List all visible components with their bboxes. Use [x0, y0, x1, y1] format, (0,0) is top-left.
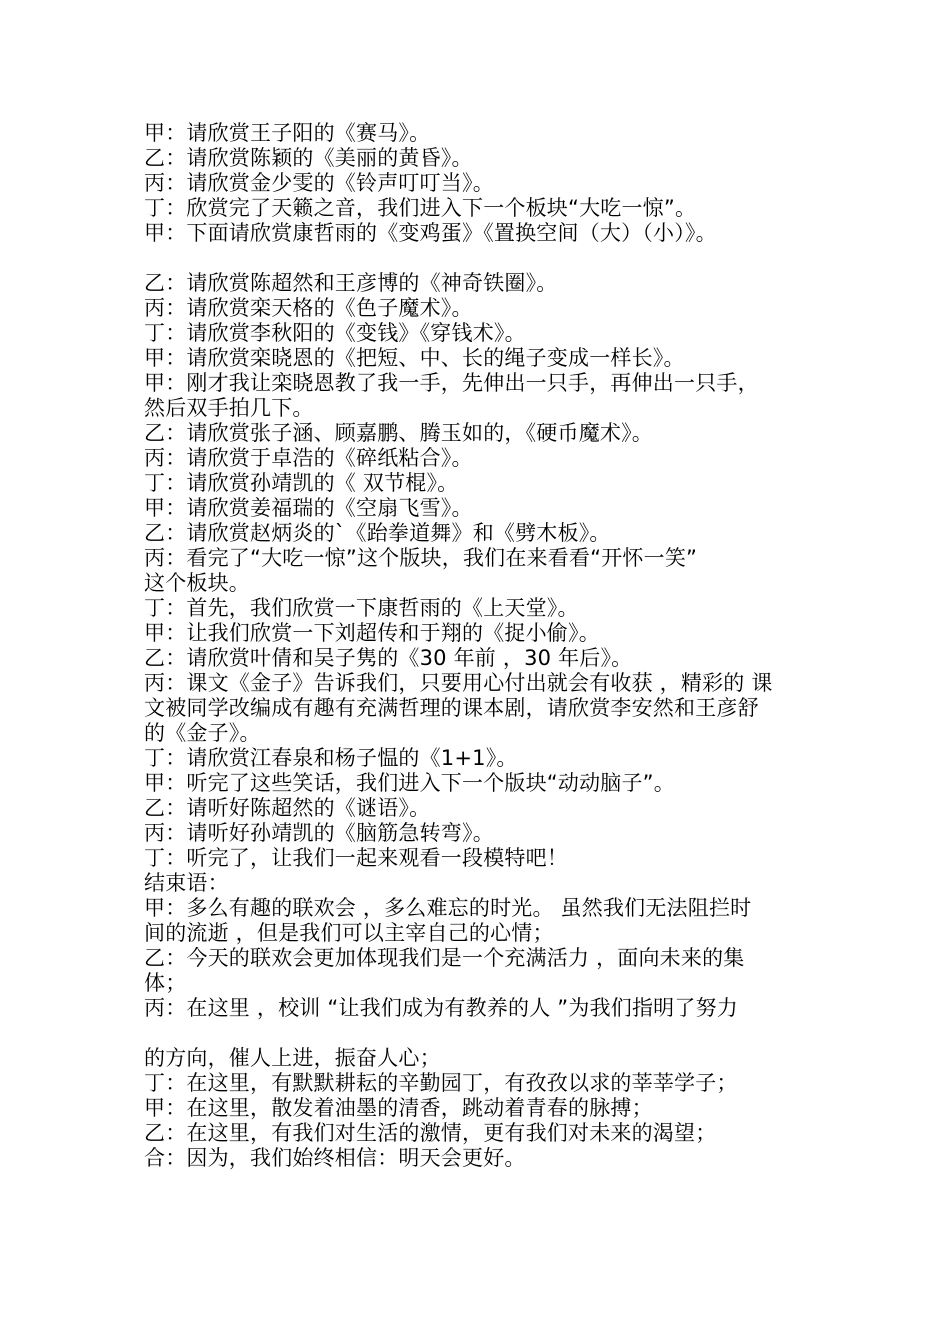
script-line: 丙：在这里 ，校训 “让我们成为有教养的人 ”为我们指明了努力 [144, 996, 738, 1020]
closing-heading: 结束语： [144, 871, 229, 895]
script-line: 合：因为，我们始终相信：明天会更好。 [144, 1146, 526, 1170]
script-line: 丙：请听好孙靖凯的《脑筋急转弯》。 [144, 821, 494, 845]
script-line: 甲：刚才我让栾晓恩教了我一手，先伸出一只手，再伸出一只手， [144, 371, 759, 395]
script-line: 乙：今天的联欢会更加体现我们是一个充满活力 ，面向未来的集 [144, 946, 745, 970]
script-line: 甲：在这里，散发着油墨的清香，跳动着青春的脉搏； [144, 1096, 653, 1120]
script-line: 丙：看完了“大吃一惊”这个版块，我们在来看看“开怀一笑” [144, 546, 698, 570]
script-line: 丁：听完了，让我们一起来观看一段模特吧！ [144, 846, 568, 870]
script-line: 文被同学改编成有趣有充满哲理的课本剧，请欣赏李安然和王彦舒 [144, 696, 759, 720]
script-line: 丁：请欣赏江春泉和杨子愠的《1+1》。 [144, 746, 518, 770]
program-script [144, 121, 814, 1171]
script-line: 乙：请欣赏叶倩和吴子隽的《30 年前 ，30 年后》。 [144, 646, 633, 670]
script-line: 甲：请欣赏栾晓恩的《把短、中、长的绳子变成一样长》。 [144, 346, 685, 370]
script-line: 甲：听完了这些笑话，我们进入下一个版块“动动脑子”。 [144, 771, 675, 795]
script-line: 然后双手拍几下。 [144, 396, 314, 420]
script-line: 丙：请欣赏于卓浩的《碎纸粘合》。 [144, 446, 473, 470]
script-line: 丁：请欣赏孙靖凯的《 双节棍》。 [144, 471, 459, 495]
script-line: 丙：课文《金子》告诉我们，只要用心付出就会有收获 ，精彩的 课 [144, 671, 773, 695]
script-line: 甲：让我们欣赏一下刘超传和于翔的《捉小偷》。 [144, 621, 600, 645]
script-line: 乙：请欣赏张子涵、顾嘉鹏、腾玉如的，《硬币魔术》。 [144, 421, 653, 445]
script-line: 体； [144, 971, 187, 995]
script-line: 乙：请欣赏陈超然和王彦博的《神奇铁圈》。 [144, 271, 558, 295]
script-line: 丁：请欣赏李秋阳的《变钱》《穿钱术》。 [144, 321, 526, 345]
script-line: 丁：首先，我们欣赏一下康哲雨的《上天堂》。 [144, 596, 579, 620]
script-line: 的方向，催人上进，振奋人心； [144, 1046, 441, 1070]
script-line: 乙：请欣赏陈颖的《美丽的黄昏》。 [144, 146, 473, 170]
blank-line [144, 1021, 814, 1046]
script-line: 这个板块。 [144, 571, 250, 595]
script-line: 丙：请欣赏金少雯的《铃声叮叮当》。 [144, 171, 494, 195]
script-line: 甲：多么有趣的联欢会 ，多么难忘的时光。 虽然我们无法阻拦时 [144, 896, 752, 920]
script-line: 间的流逝 ，但是我们可以主宰自己的心情； [144, 921, 554, 945]
script-line: 丁：在这里，有默默耕耘的辛勤园丁，有孜孜以求的莘莘学子； [144, 1071, 738, 1095]
script-line: 丙：请欣赏栾天格的《色子魔术》。 [144, 296, 473, 320]
script-line: 甲：请欣赏王子阳的《赛马》。 [144, 121, 431, 145]
script-line: 甲：请欣赏姜福瑞的《空扇飞雪》。 [144, 496, 473, 520]
script-line: 乙：请欣赏赵炳炎的`《跆拳道舞》和《劈木板》。 [144, 521, 611, 545]
script-line: 的《金子》。 [144, 721, 261, 745]
script-line: 丁：欣赏完了天籁之音，我们进入下一个板块“大吃一惊”。 [144, 196, 697, 220]
script-line: 乙：请听好陈超然的《谜语》。 [144, 796, 431, 820]
blank-line [144, 246, 814, 271]
script-line: 甲：下面请欣赏康哲雨的《变鸡蛋》《置换空间（大）（小）》。 [144, 221, 717, 245]
script-line: 乙：在这里，有我们对生活的激情，更有我们对未来的渴望； [144, 1121, 717, 1145]
